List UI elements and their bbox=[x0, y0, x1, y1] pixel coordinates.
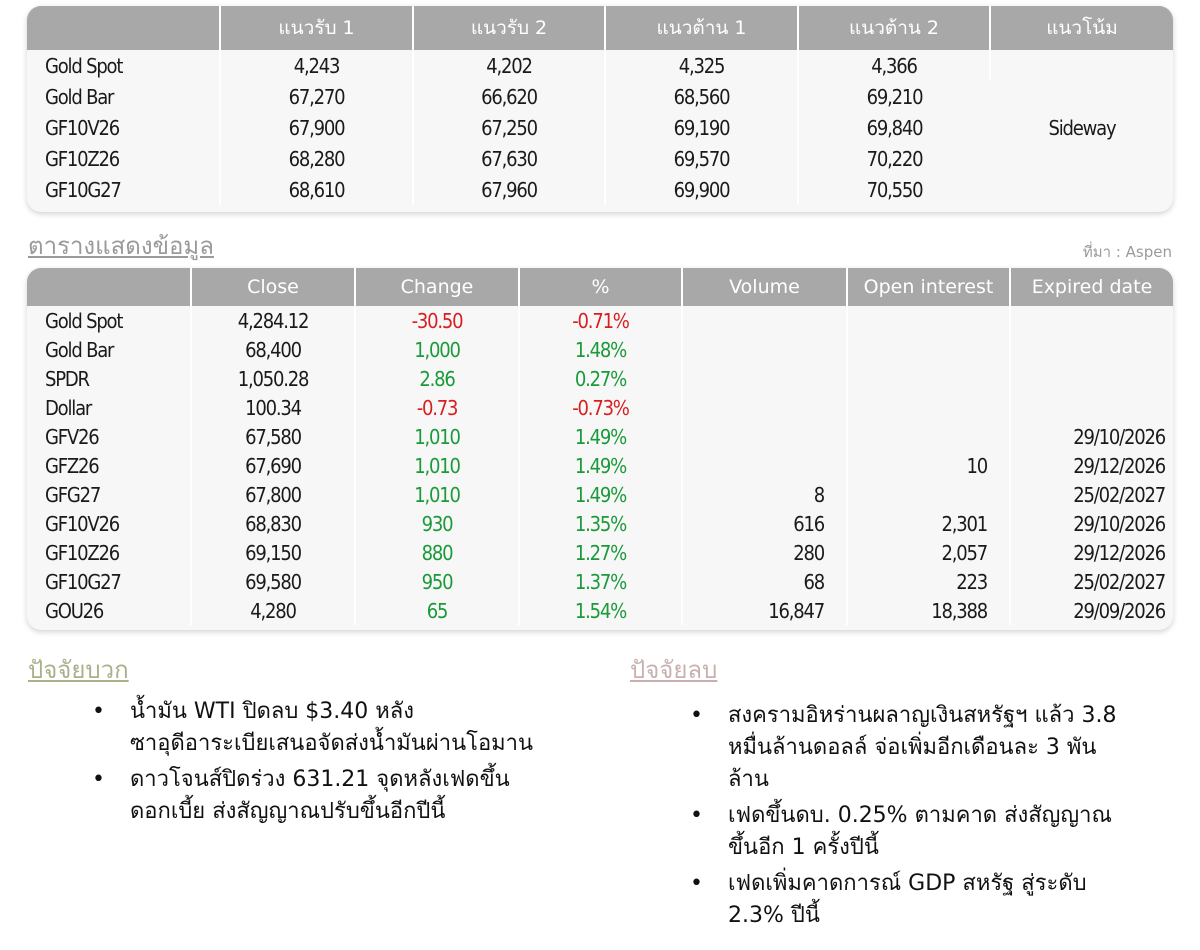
bullet-icon: • bbox=[92, 699, 105, 724]
source-note: ที่มา : Aspen bbox=[1082, 243, 1172, 261]
change-value: -30.50 bbox=[355, 306, 519, 335]
close-value: 4,284.12 bbox=[191, 306, 355, 335]
instrument-name: SPDR bbox=[27, 364, 191, 393]
percent-change: -0.71% bbox=[519, 306, 682, 335]
instrument-name: Gold Spot bbox=[27, 50, 220, 81]
instrument-name: GFV26 bbox=[27, 422, 191, 451]
percent-change: 1.37% bbox=[519, 567, 682, 596]
list-item bbox=[92, 696, 552, 760]
instrument-name: GF10Z26 bbox=[27, 143, 220, 174]
resistance-1: 68,560 bbox=[605, 81, 798, 112]
table-row bbox=[27, 509, 1173, 538]
quotes-header-close: Close bbox=[191, 268, 355, 306]
volume-value bbox=[682, 364, 847, 393]
instrument-name: GOU26 bbox=[27, 596, 191, 625]
resistance-1: 69,190 bbox=[605, 112, 798, 143]
instrument-name: GF10V26 bbox=[27, 509, 191, 538]
levels-header-row bbox=[27, 6, 1173, 50]
resistance-1: 69,900 bbox=[605, 174, 798, 205]
support-1: 67,900 bbox=[220, 112, 413, 143]
change-value: 1,010 bbox=[355, 480, 519, 509]
quotes-header-volume: Volume bbox=[682, 268, 847, 306]
percent-change: 1.48% bbox=[519, 335, 682, 364]
support-1: 4,243 bbox=[220, 50, 413, 81]
bullet-icon: • bbox=[690, 703, 703, 728]
volume-value: 280 bbox=[682, 538, 847, 567]
percent-change: 1.49% bbox=[519, 451, 682, 480]
percent-change: 1.35% bbox=[519, 509, 682, 538]
open-interest-value bbox=[847, 393, 1010, 422]
instrument-name: Dollar bbox=[27, 393, 191, 422]
instrument-name: Gold Bar bbox=[27, 81, 220, 112]
expired-date: 29/12/2026 bbox=[1073, 540, 1165, 565]
bullet-icon: • bbox=[690, 871, 703, 896]
support-2: 4,202 bbox=[413, 50, 605, 81]
table-row bbox=[27, 538, 1173, 567]
change-value: 930 bbox=[355, 509, 519, 538]
trend-value: Sideway bbox=[1048, 115, 1116, 140]
levels-header-trend: แนวโน้ม bbox=[990, 6, 1173, 50]
instrument-name: GFG27 bbox=[27, 480, 191, 509]
resistance-2: 70,220 bbox=[866, 146, 923, 171]
factor-text: น้ำมัน WTI ปิดลบ $3.40 หลังซาอุดีอาระเบียเสนอจัดส่งน้ำมันผ่านโอมาน bbox=[130, 699, 534, 756]
open-interest-value bbox=[847, 335, 1010, 364]
support-1: 68,280 bbox=[220, 143, 413, 174]
close-value: 68,400 bbox=[191, 335, 355, 364]
volume-value bbox=[682, 451, 847, 480]
close-value: 1,050.28 bbox=[191, 364, 355, 393]
quotes-header-change: Change bbox=[355, 268, 519, 306]
change-value: 1,000 bbox=[355, 335, 519, 364]
bullet-icon: • bbox=[92, 767, 105, 792]
expired-date: 29/12/2026 bbox=[1073, 453, 1165, 478]
levels-header-support-1: แนวรับ 1 bbox=[220, 6, 413, 50]
volume-value: 8 bbox=[682, 480, 847, 509]
percent-change: 1.27% bbox=[519, 538, 682, 567]
volume-value: 616 bbox=[682, 509, 847, 538]
table-row bbox=[27, 335, 1173, 364]
expired-date bbox=[1010, 364, 1173, 393]
quotes-header-instrument bbox=[27, 268, 191, 306]
support-2: 66,620 bbox=[413, 81, 605, 112]
expired-date bbox=[1010, 306, 1173, 335]
open-interest-value bbox=[847, 480, 1010, 509]
bullet-icon: • bbox=[690, 803, 703, 828]
table-row bbox=[27, 306, 1173, 335]
table-row bbox=[27, 596, 1173, 625]
factor-text: เฟดเพิ่มคาดการณ์ GDP สหรัฐ สู่ระดับ 2.3% ปีนี้ bbox=[728, 871, 1087, 928]
change-value: 950 bbox=[355, 567, 519, 596]
change-value: 65 bbox=[355, 596, 519, 625]
instrument-name: GF10Z26 bbox=[27, 538, 191, 567]
list-item bbox=[690, 700, 1120, 796]
close-value: 67,800 bbox=[191, 480, 355, 509]
table-row bbox=[27, 451, 1173, 480]
resistance-2: 69,840 bbox=[866, 115, 923, 140]
volume-value bbox=[682, 306, 847, 335]
negative-factors-title: ปัจจัยลบ bbox=[630, 656, 718, 684]
quotes-header-row bbox=[27, 268, 1173, 306]
resistance-2: 70,550 bbox=[866, 177, 923, 202]
expired-date: 29/10/2026 bbox=[1073, 424, 1165, 449]
change-value: -0.73 bbox=[355, 393, 519, 422]
percent-change: 1.49% bbox=[519, 422, 682, 451]
percent-change: 1.54% bbox=[519, 596, 682, 625]
close-value: 67,580 bbox=[191, 422, 355, 451]
close-value: 69,150 bbox=[191, 538, 355, 567]
levels-header-instrument bbox=[27, 6, 220, 50]
table-row bbox=[27, 364, 1173, 393]
quotes-body bbox=[27, 306, 1173, 625]
instrument-name: GFZ26 bbox=[27, 451, 191, 480]
expired-date: 29/10/2026 bbox=[1073, 511, 1165, 536]
support-2: 67,250 bbox=[413, 112, 605, 143]
percent-change: 1.49% bbox=[519, 480, 682, 509]
table-row bbox=[27, 393, 1173, 422]
instrument-name: Gold Bar bbox=[27, 335, 191, 364]
close-value: 68,830 bbox=[191, 509, 355, 538]
open-interest-value bbox=[847, 306, 1010, 335]
list-item bbox=[690, 800, 1120, 864]
support-2: 67,960 bbox=[413, 174, 605, 205]
change-value: 1,010 bbox=[355, 451, 519, 480]
levels-header-support-2: แนวรับ 2 bbox=[413, 6, 605, 50]
volume-value: 16,847 bbox=[682, 596, 847, 625]
change-value: 2.86 bbox=[355, 364, 519, 393]
resistance-1: 69,570 bbox=[605, 143, 798, 174]
resistance-2: 69,210 bbox=[866, 84, 923, 109]
expired-date: 25/02/2027 bbox=[1073, 569, 1165, 594]
instrument-name: GF10V26 bbox=[27, 112, 220, 143]
open-interest-value bbox=[847, 364, 1010, 393]
data-table-title: ตารางแสดงข้อมูล bbox=[28, 232, 214, 260]
change-value: 1,010 bbox=[355, 422, 519, 451]
volume-value bbox=[682, 393, 847, 422]
close-value: 4,280 bbox=[191, 596, 355, 625]
support-resistance-table bbox=[27, 6, 1173, 212]
open-interest-value: 10 bbox=[847, 451, 1010, 480]
support-1: 67,270 bbox=[220, 81, 413, 112]
table-row bbox=[27, 480, 1173, 509]
open-interest-value: 18,388 bbox=[847, 596, 1010, 625]
expired-date bbox=[1010, 393, 1173, 422]
negative-factors-list bbox=[690, 700, 1120, 936]
close-value: 67,690 bbox=[191, 451, 355, 480]
volume-value bbox=[682, 335, 847, 364]
expired-date: 29/09/2026 bbox=[1073, 598, 1165, 623]
list-item bbox=[690, 868, 1120, 932]
expired-date bbox=[1010, 335, 1173, 364]
close-value: 100.34 bbox=[191, 393, 355, 422]
factor-text: สงครามอิหร่านผลาญเงินสหรัฐฯ แล้ว 3.8 หมื่นล้านดอลล์ จ่อเพิ่มอีกเดือนละ 3 พันล้าน bbox=[728, 703, 1117, 792]
change-value: 880 bbox=[355, 538, 519, 567]
positive-factors-list bbox=[92, 696, 552, 832]
instrument-name: Gold Spot bbox=[27, 306, 191, 335]
open-interest-value bbox=[847, 422, 1010, 451]
resistance-2: 4,366 bbox=[798, 50, 990, 81]
factor-text: ดาวโจนส์ปิดร่วง 631.21 จุดหลังเฟดขึ้นดอกเบี้ย ส่งสัญญาณปรับขึ้นอีกปีนี้ bbox=[130, 767, 510, 824]
quotes-header-percent: % bbox=[519, 268, 682, 306]
resistance-1: 4,325 bbox=[605, 50, 798, 81]
table-row bbox=[27, 50, 1173, 81]
list-item bbox=[92, 764, 552, 828]
expired-date: 25/02/2027 bbox=[1073, 482, 1165, 507]
percent-change: -0.73% bbox=[519, 393, 682, 422]
quotes-header-open-interest: Open interest bbox=[847, 268, 1010, 306]
percent-change: 0.27% bbox=[519, 364, 682, 393]
close-value: 69,580 bbox=[191, 567, 355, 596]
volume-value bbox=[682, 422, 847, 451]
instrument-name: GF10G27 bbox=[27, 174, 220, 205]
factor-text: เฟดขึ้นดบ. 0.25% ตามคาด ส่งสัญญาณขึ้นอีก 1 ครั้งปีนี้ bbox=[728, 803, 1112, 860]
levels-header-resistance-2: แนวต้าน 2 bbox=[798, 6, 990, 50]
volume-value: 68 bbox=[682, 567, 847, 596]
table-row bbox=[27, 422, 1173, 451]
open-interest-value: 223 bbox=[847, 567, 1010, 596]
open-interest-value: 2,301 bbox=[847, 509, 1010, 538]
support-2: 67,630 bbox=[413, 143, 605, 174]
table-row bbox=[27, 567, 1173, 596]
market-data-table bbox=[27, 268, 1173, 630]
instrument-name: GF10G27 bbox=[27, 567, 191, 596]
support-1: 68,610 bbox=[220, 174, 413, 205]
levels-header-resistance-1: แนวต้าน 1 bbox=[605, 6, 798, 50]
quotes-header-expired-date: Expired date bbox=[1010, 268, 1173, 306]
open-interest-value: 2,057 bbox=[847, 538, 1010, 567]
positive-factors-title: ปัจจัยบวก bbox=[28, 656, 129, 684]
